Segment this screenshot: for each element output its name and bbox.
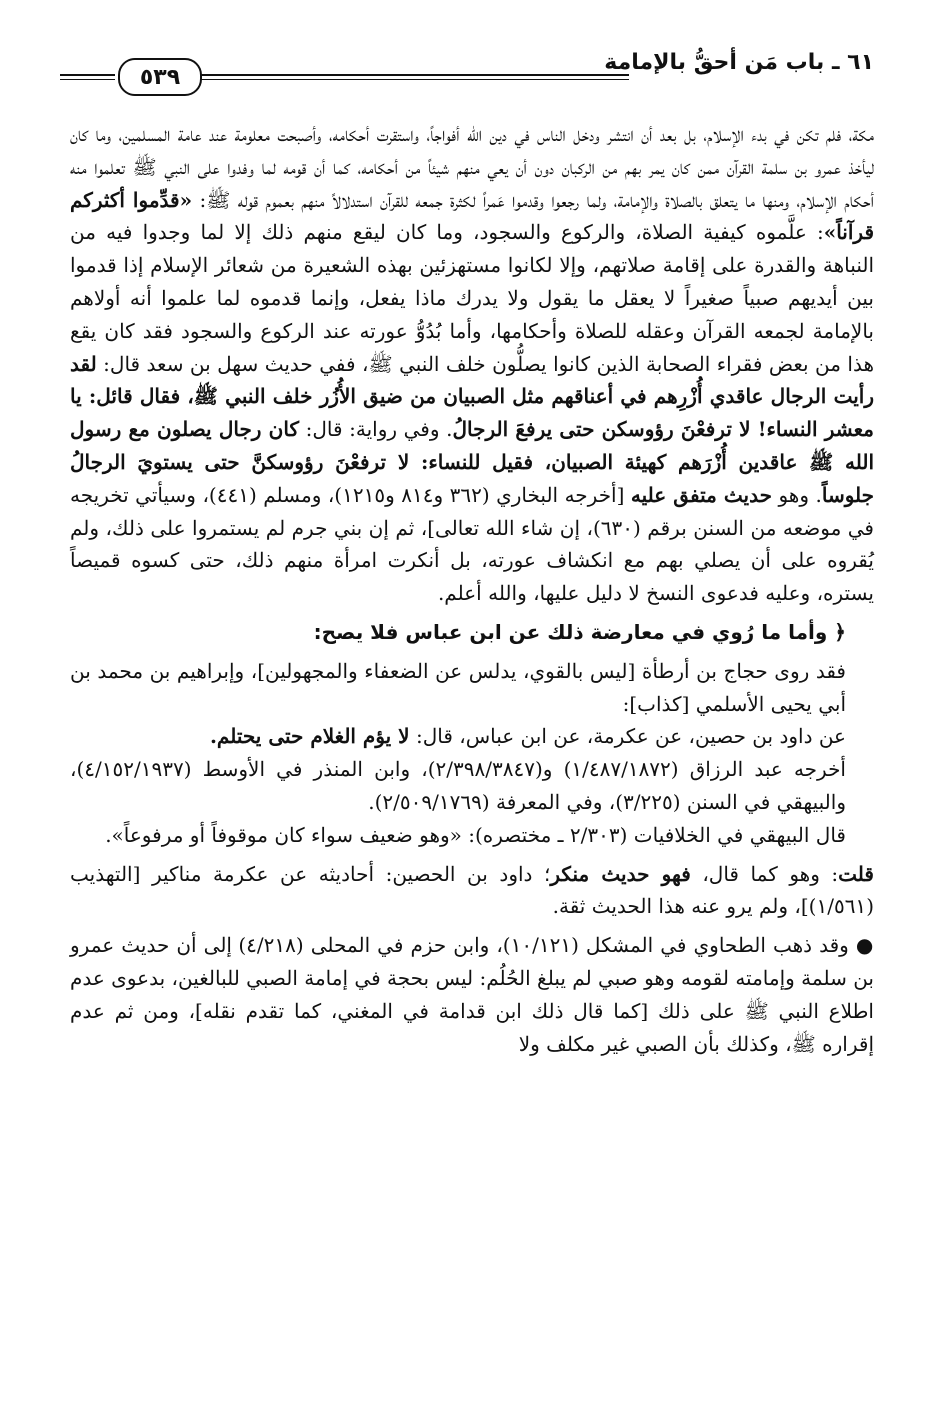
text: [أخرجه البخاري (٣٦٢ و٨١٤ و١٢١٥)، ومسلم (٤٤١)، وسيأتي تخريجه في موضعه من السنن برقم (٦٣٠)، إن شاء الله تعالى]، ثم إن بني جرم لم يستمروا على ذلك، ولم يُقروه على أن يصلي بهم مع انكشاف عورته، بل أنكرت امرأة منهم ذلك، حتى كسوه قميصاً يستره، وعليه فدعوى النسخ لا دليل عليها، والله أعلم. (70, 482, 874, 606)
text: مكة، فلم تكن في بدء الإسلام، بل بعد أن انتشر ودخل الناس في دين الله أفواجاً، واستقرت أحكامه، وأصبحت معلومة عند عامة المسلمين، وما كان ليأخذ عمرو بن سلمة القرآن ممن كان يمر بهم من الركبان دون أن يعي منهم شيئاً من أحكامه، كما أن قومه لما وفدوا على النبي ﷺ تعلموا منه أحكام الإسلام، ومنها ما يتعلق بالصلاة والإمامة، ولما رجعوا وقدموا عَمراً لكثرة جمعه للقرآن استدلالاً منهم بعموم قوله ﷺ: (70, 122, 875, 212)
paragraph (70, 655, 874, 721)
text: : علَّموه كيفية الصلاة، والركوع والسجود، وما كان ليقع منهم ذلك إلا لما وجدوا فيه من النباهة والقدرة على إقامة صلاتهم، وإلا لكانوا مستهزئين بهذه الشعيرة من شعائر الإسلام إذا قدموا بين أيديهم صبياً صغيراً لا يعقل ما يقول ولا يدرك ماذا يفعل، وإنما قدموه لما علموا أنه أولاهم بالإمامة لجمعه القرآن وعقله للصلاة وأحكامها، وأما بُدُوُّ عورته عند الركوع والسجود فقد كان يقع هذا من بعض فقراء الصحابة الذين كانوا يصلُّون خلف النبي ﷺ، ففي حديث سهل بن سعد قال: (70, 220, 875, 376)
page-number: ٥٣٩ (139, 64, 181, 90)
bold-text: كان رجال يصلون مع رسول الله ﷺ عاقدين أُزْرَهم كهيئة الصبيان، فقيل للنساء: لا ترفعْنَ رؤوسكنَّ حتى يستويَ الرجالُ جلوساً (70, 417, 875, 507)
paragraph (70, 819, 874, 852)
page-body (70, 118, 874, 1060)
section-heading (70, 616, 874, 649)
chapter-title: ٦١ ـ باب مَن أحقُّ بالإمامة (604, 50, 874, 75)
page-number-badge (118, 58, 202, 96)
text: أخرجه عبد الرزاق (١/٤٨٧/١٨٧٢) و(٢/٣٩٨/٣٨٤٧)، وابن المنذر في الأوسط (٤/١٥٢/١٩٣٧)، والبيهقي في السنن (٣/٢٢٥)، وفي المعرفة (٢/٥٠٩/١٧٦٩). (70, 757, 846, 814)
bold-text: لا يؤم الغلام حتى يحتلم. (209, 724, 410, 749)
bold-text: فهو حديث منكر (550, 861, 691, 886)
bold-text: حديث متفق عليه (630, 482, 772, 507)
header-rule-left (60, 74, 115, 80)
paragraph (70, 118, 874, 610)
bold-text: قلت (838, 861, 874, 886)
paragraph (70, 753, 874, 819)
paragraph (70, 858, 874, 924)
page-header (60, 44, 874, 104)
bold-text: «قدِّموا أكثركم قرآناً» (70, 187, 874, 245)
paragraph (70, 929, 874, 1060)
header-rule (200, 74, 629, 80)
text: : وهو كما قال، (690, 861, 839, 886)
bold-text: ﴿ وأما ما رُوي في معارضة ذلك عن ابن عباس فلا يصح: (313, 619, 846, 644)
paragraph (70, 720, 874, 753)
bold-text: لقد رأيت الرجال عاقدي أُزْرِهم في أعناقهم مثل الصبيان من ضيق الأُزُر خلف النبي ﷺ، فقال قائل: يا معشر النساء! لا ترفعْنَ رؤوسكن حتى يرفعَ الرجالُ (70, 351, 874, 442)
text: عن داود بن حصين، عن عكرمة، عن ابن عباس، قال: (409, 724, 846, 749)
text: . وفي رواية: قال: (298, 417, 453, 442)
text: ؛ داود بن الحصين: أحاديثه عن عكرمة مناكير [التهذيب (١/٥٦١)]، ولم يرو عنه هذا الحديث ثقة. (70, 861, 874, 919)
text: فقد روى حجاج بن أرطأة [ليس بالقوي، يدلس عن الضعفاء والمجهولين]، وإبراهيم بن محمد بن أبي يحيى الأسلمي [كذاب]: (70, 658, 846, 716)
text: ● وقد ذهب الطحاوي في المشكل (١٠/١٢١)، وابن حزم في المحلى (٤/٢١٨) إلى أن حديث عمرو بن سلمة وإمامته لقومه وهو صبي لم يبلغ الحُلُم: ليس بحجة في إمامة الصبي للبالغين، بدعوى عدم اطلاع النبي ﷺ على ذلك [كما قال ذلك ابن قدامة في المغني، كما تقدم نقله]، ومن ثم عدم إقراره ﷺ، وكذلك بأن الصبي غير مكلف ولا (70, 933, 874, 1056)
text: قال البيهقي في الخلافيات (٢/٣٠٣ ـ مختصره): «وهو ضعيف سواء كان موقوفاً أو مرفوعاً». (105, 822, 846, 847)
text: . وهو (771, 482, 822, 507)
